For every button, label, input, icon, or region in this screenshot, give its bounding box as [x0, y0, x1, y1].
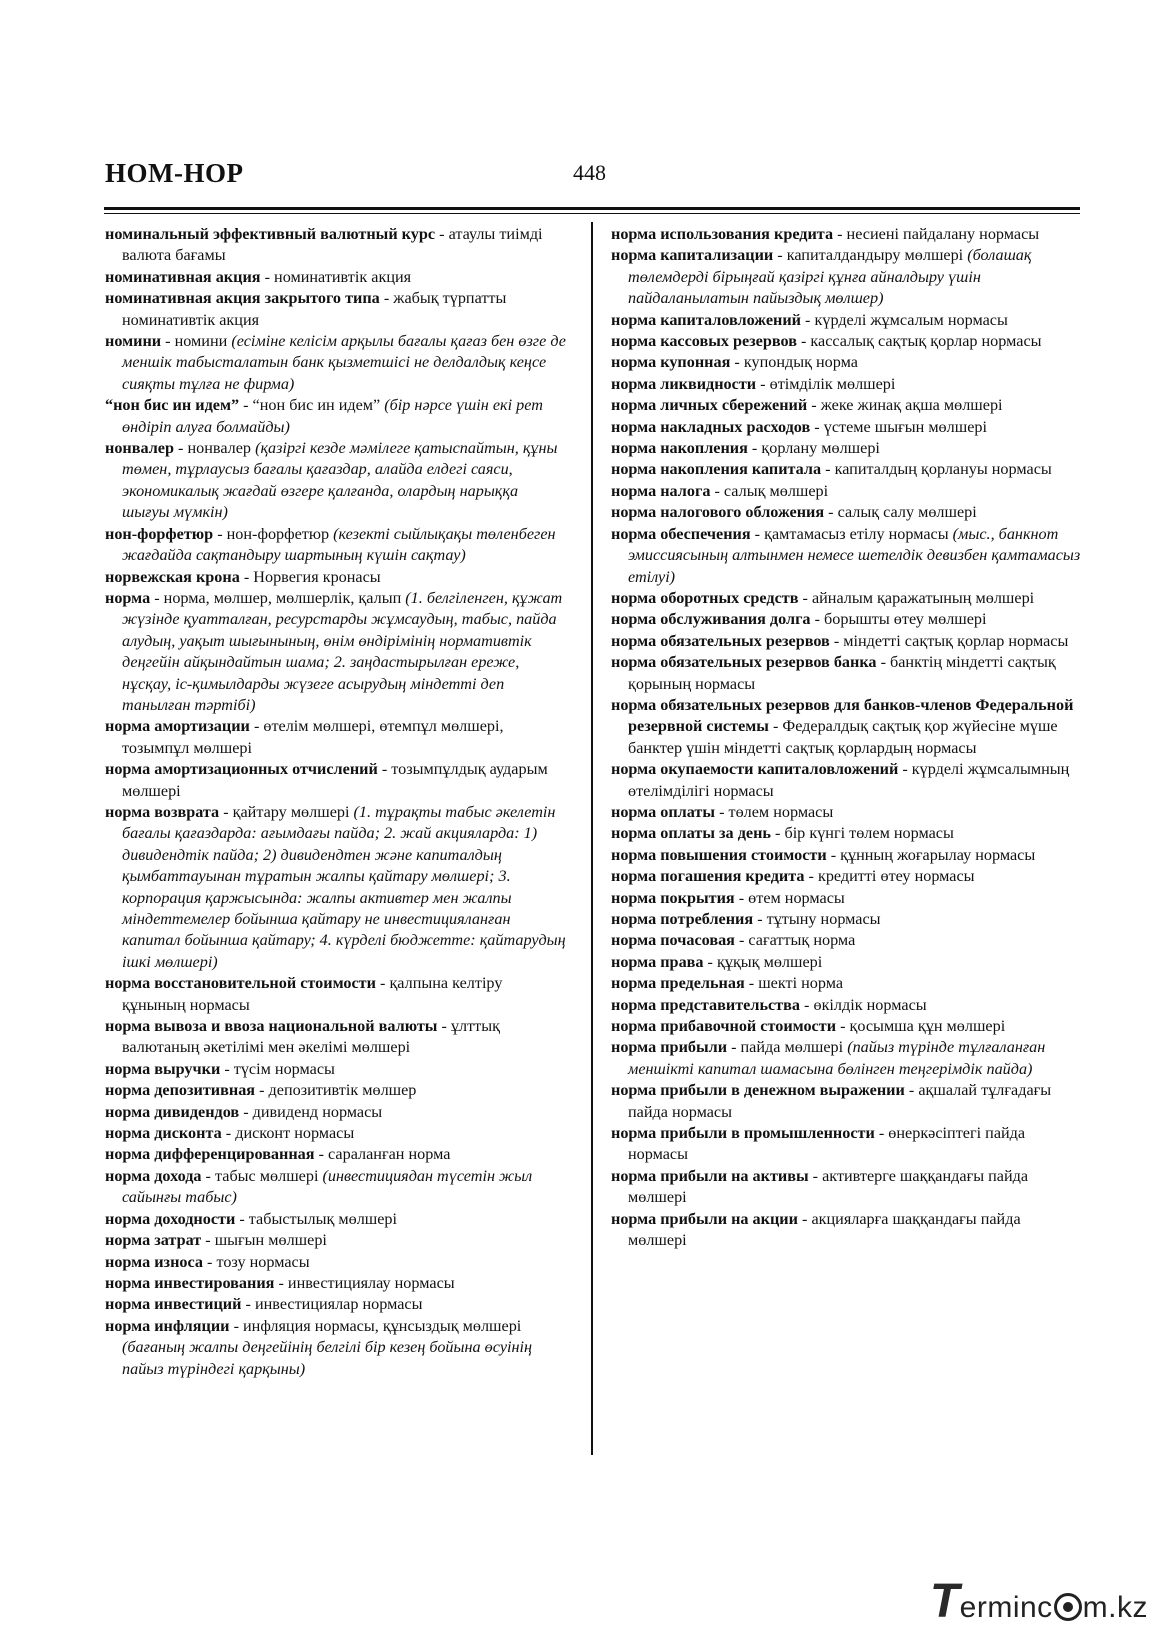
- page-number: 448: [573, 160, 606, 185]
- dictionary-entry: норма представительства - өкілдік нормасы: [611, 995, 927, 1014]
- dictionary-entry: норма оплаты за день - бір күнгі төлем нормасы: [611, 824, 954, 843]
- entry-translation: қайтару мөлшері: [232, 802, 350, 821]
- entry-term: норма дивидендов: [105, 1102, 240, 1121]
- entry-note: (1. тұрақты табыс әкелетін бағалы қағаздарда: ағымдағы пайда; 2. жай акцияларда: 1) дивидендтік пайда; 2) дивидендтен және капиталдың қымбаттауынан тұратын жалпы қайтару мөлшері; 3. корпорация қаржысында: жалпы активтер мен жалпы міндеттемелер бойынша қайтару не инвестицияланған капитал бойынша қайтару; 4. күрделі бюджетте: қайтарудың ішкі мөлшері): [122, 802, 566, 971]
- entry-term: норма износа: [105, 1252, 203, 1271]
- entry-translation: инвестициялар нормасы: [254, 1295, 423, 1314]
- entry-term: норма личных сбережений: [611, 396, 808, 415]
- dictionary-entry: номинативная акция - номинативтік акция: [105, 267, 412, 286]
- dictionary-entry: норма погашения кредита - кредитті өтеу нормасы: [611, 867, 975, 886]
- entry-term: норма потребления: [611, 910, 754, 928]
- entry-term: норма дисконта: [105, 1124, 222, 1143]
- entry-translation: пайда мөлшері: [740, 1038, 844, 1057]
- dictionary-entry: норма дифференцированная - сараланған норма: [105, 1145, 451, 1164]
- entry-translation: сағаттық норма: [748, 931, 856, 950]
- dictionary-entry: норма вывоза и ввоза национальной валюты - ұлттық валютаның әкетілімі мен әкелімі мөлшері: [105, 1017, 500, 1057]
- entry-term: норма предельная: [611, 974, 745, 993]
- entry-translation: айналым қаражатының мөлшері: [811, 588, 1035, 607]
- entry-translation: кредитті өтеу нормасы: [817, 867, 975, 886]
- entry-translation: номинативтік акция: [274, 267, 412, 286]
- dictionary-entry: норма прибыли в промышленности - өнеркәсіптегі пайда нормасы: [611, 1124, 1026, 1164]
- header-rule-thick: [104, 207, 1080, 210]
- entry-term: норма обслуживания долга: [611, 610, 811, 629]
- entry-translation: сараланған норма: [328, 1145, 451, 1164]
- dictionary-entry: норма накладных расходов - үстеме шығын мөлшері: [611, 417, 987, 436]
- entry-term: норма вывоза и ввоза национальной валюты: [105, 1017, 438, 1036]
- entry-term: норма инфляции: [105, 1316, 230, 1335]
- entry-translation: қамтамасыз етілу нормасы: [764, 524, 949, 543]
- dictionary-entry: норвежская крона - Норвегия кронасы: [105, 567, 381, 586]
- dictionary-entry: норма возврата - қайтару мөлшері (1. тұрақты табыс әкелетін бағалы қағаздарда: ағымдағы пайда; 2. жай акцияларда: 1) дивидендтік пайда; 2) дивидендтен және капиталдың қымбаттауынан тұратын жалпы қайтару мөлшері; 3. корпорация қаржысында: жалпы активтер мен жалпы міндеттемелер бойынша қайтару не инвестицияланған капитал бойынша қайтару; 4. күрделі бюджетте: қайтарудың ішкі мөлшері): [105, 802, 566, 971]
- dictionary-entry: норма амортизации - өтелім мөлшері, өтемпұл мөлшері, тозымпұл мөлшері: [105, 717, 504, 757]
- dictionary-entry: норма прибыли - пайда мөлшері (пайыз түрінде тұлғаланған меншікті капитал шамасына бөлінген теңгерімдік пайда): [611, 1038, 1046, 1078]
- entry-term: норма оплаты: [611, 802, 716, 821]
- entry-term: норма прибыли: [611, 1038, 728, 1057]
- header-rule-thin: [104, 213, 1080, 214]
- entry-translation: нонвалер: [187, 439, 252, 458]
- entry-term: норма права: [611, 952, 704, 971]
- entry-term: нон-форфетюр: [105, 524, 214, 543]
- dictionary-entry: норма оплаты - төлем нормасы: [611, 802, 834, 821]
- entry-term: норма обеспечения: [611, 524, 751, 543]
- entry-translation: банктің міндетті сақтық қорының нормасы: [628, 653, 1056, 693]
- entry-term: норма прибавочной стоимости: [611, 1017, 837, 1036]
- entry-translation: номини: [174, 332, 228, 351]
- entry-translation: табыс мөлшері: [214, 1166, 319, 1185]
- entry-translation: шығын мөлшері: [214, 1231, 327, 1250]
- entry-term: норма покрытия: [611, 888, 735, 907]
- dictionary-entry: норма права - құқық мөлшері: [611, 952, 823, 971]
- entry-translation: норма, мөлшер, мөлшерлік, қалып: [163, 588, 402, 607]
- dictionary-entry: норма - норма, мөлшер, мөлшерлік, қалып (1. белгіленген, құжат жүзінде қуатталған, ресурстарды жұмсаудың, табыс, пайда алудың, уақыт шығынының, өнім өндірімінің нормативтік деңгейін айқындайтын шама; 2. заңдастырылған ереже, нұсқау, іс-қимылдарды жүзеге асырудың міндетті деп танылған тәртібі): [105, 588, 563, 714]
- entry-term: норма инвестиций: [105, 1295, 242, 1314]
- entry-translation: салық мөлшері: [723, 481, 829, 500]
- entry-translation: құқық мөлшері: [716, 952, 823, 971]
- entry-translation: түсім нормасы: [233, 1059, 335, 1078]
- entry-translation: өтімділік мөлшері: [769, 374, 896, 393]
- entry-translation: капиталдандыру мөлшері: [786, 246, 964, 265]
- entry-translation: тұтыну нормасы: [766, 910, 881, 928]
- entry-translation: депозитивтік мөлшер: [268, 1081, 417, 1100]
- dictionary-entry: норма обязательных резервов - міндетті сақтық қорлар нормасы: [611, 631, 1069, 650]
- dictionary-entry: норма затрат - шығын мөлшері: [105, 1231, 327, 1250]
- entry-translation: жабық түрпатты номинативтік акция: [122, 289, 507, 329]
- dictionary-entry: норма дохода - табыс мөлшері (инвестициядан түсетін жыл сайынғы табыс): [105, 1166, 533, 1207]
- dictionary-entry: норма накопления капитала - капиталдың қорлануы нормасы: [611, 460, 1052, 479]
- entry-term: норма амортизации: [105, 717, 250, 736]
- entry-note: (болашақ төлемдерді бірыңғай қазіргі құнға айналдыру үшін пайдаланылатын пайыздық мөлшер): [628, 246, 1032, 308]
- entry-translation: қорлану мөлшері: [761, 439, 880, 458]
- dictionary-entry: норма обязательных резервов для банков-членов Федеральной резервной системы - Федералдық сақтық қор жүйесіне мүше банктер үшін міндетті сақтық қорлардың нормасы: [611, 695, 1074, 757]
- dictionary-entry: норма использования кредита - несиені пайдалану нормасы: [611, 225, 1040, 243]
- dictionary-entry: норма депозитивная - депозитивтік мөлшер: [105, 1081, 417, 1100]
- entry-translation: инвестициялау нормасы: [287, 1273, 455, 1292]
- entry-term: норма окупаемости капиталовложений: [611, 760, 899, 779]
- dictionary-entry: норма личных сбережений - жеке жинақ ақша мөлшері: [611, 396, 1003, 415]
- entry-term: норма выручки: [105, 1059, 221, 1078]
- dictionary-entry: норма налогового обложения - салық салу мөлшері: [611, 503, 977, 522]
- entry-term: норма оборотных средств: [611, 588, 799, 607]
- entry-term: норвежская крона: [105, 567, 240, 586]
- entry-translation: акцияларға шаққандағы пайда мөлшері: [628, 1209, 1021, 1250]
- dictionary-entry: норма доходности - табыстылық мөлшері: [105, 1209, 398, 1228]
- entry-term: норма затрат: [105, 1231, 202, 1250]
- entry-translation: қалпына келтіру құнының нормасы: [122, 974, 503, 1014]
- entry-translation: күрделі жұмсалымның өтелімділігі нормасы: [628, 760, 1070, 800]
- entry-translation: күрделі жұмсалым нормасы: [814, 310, 1008, 329]
- entry-translation: кассалық сақтық қорлар нормасы: [810, 332, 1042, 351]
- entry-term: норма оплаты за день: [611, 824, 771, 843]
- entry-term: норма налога: [611, 481, 711, 500]
- entry-note: (инвестициядан түсетін жыл сайынғы табыс): [122, 1166, 533, 1207]
- entry-term: норма прибыли в денежном выражении: [611, 1081, 905, 1100]
- entry-term: норма кассовых резервов: [611, 332, 797, 351]
- entry-term: норма накопления: [611, 439, 748, 458]
- dictionary-entry: норма накопления - қорлану мөлшері: [611, 439, 880, 458]
- entry-translation: активтерге шаққандағы пайда мөлшері: [628, 1166, 1029, 1207]
- dictionary-entry: норма окупаемости капиталовложений - күрделі жұмсалымның өтелімділігі нормасы: [611, 760, 1070, 800]
- dictionary-entry: норма ликвидности - өтімділік мөлшері: [611, 374, 896, 393]
- entry-term: номинативная акция закрытого типа: [105, 289, 380, 308]
- entry-translation: табыстылық мөлшері: [248, 1209, 398, 1228]
- entry-translation: атаулы тиімді валюта бағамы: [122, 225, 543, 265]
- entry-term: норма депозитивная: [105, 1081, 256, 1100]
- entry-translation: өкілдік нормасы: [813, 995, 927, 1014]
- dictionary-entry: норма купонная - купондық норма: [611, 353, 858, 372]
- dictionary-entry: норма оборотных средств - айналым қаражатының мөлшері: [611, 588, 1035, 607]
- entry-translation: жеке жинақ ақша мөлшері: [820, 396, 1003, 415]
- entry-term: норма капитализации: [611, 246, 774, 265]
- dictionary-entry: норма прибыли на акции - акцияларға шаққандағы пайда мөлшері: [611, 1209, 1021, 1250]
- entry-translation: инфляция нормасы, құнсыздық мөлшері: [243, 1316, 522, 1335]
- termincom-logo: Terminc m.kz: [929, 1575, 1148, 1628]
- entry-term: норма амортизационных отчислений: [105, 760, 378, 779]
- entry-translation: дисконт нормасы: [235, 1124, 355, 1143]
- entry-translation: өнеркәсіптегі пайда нормасы: [628, 1124, 1026, 1164]
- entry-term: норма возврата: [105, 802, 220, 821]
- entry-translation: құнның жоғарылау нормасы: [840, 845, 1036, 864]
- dictionary-entry: норма капитализации - капиталдандыру мөлшері (болашақ төлемдерді бірыңғай қазіргі құнға айналдыру үшін пайдаланылатын пайыздық мөлшер): [611, 246, 1032, 308]
- entry-term: норма прибыли в промышленности: [611, 1124, 875, 1143]
- dictionary-entry: норма предельная - шекті норма: [611, 974, 844, 993]
- dictionary-entry: норма выручки - түсім нормасы: [105, 1059, 335, 1078]
- dictionary-entry: норма амортизационных отчислений - тозымпұлдық аударым мөлшері: [105, 760, 548, 800]
- entry-translation: міндетті сақтық қорлар нормасы: [843, 631, 1069, 650]
- column-divider: [591, 222, 593, 1455]
- entry-note: (1. белгіленген, құжат жүзінде қуатталған, ресурстарды жұмсаудың, табыс, пайда алудың, уақыт шығынының, өнім өндірімінің нормативтік деңгейін айқындайтын шама; 2. заңдастырылған ереже, нұсқау, іс-қимылдарды жүзеге асырудың міндетті деп танылған тәртібі): [122, 588, 563, 714]
- entry-translation: ұлттық валютаның әкетілімі мен әкелімі мөлшері: [122, 1017, 500, 1057]
- entry-translation: борышты өтеу мөлшері: [824, 610, 987, 629]
- dictionary-entry: норма износа - тозу нормасы: [105, 1252, 310, 1271]
- dictionary-entry: норма кассовых резервов - кассалық сақтық қорлар нормасы: [611, 332, 1042, 351]
- dictionary-entry: норма инвестиций - инвестициялар нормасы: [105, 1295, 423, 1314]
- entry-translation: ақшалай тұлғадағы пайда нормасы: [628, 1081, 1052, 1121]
- entry-note: (мыс., банкнот эмиссиясының алтынмен немесе шетелдік девизбен қамтамасыз етілуі): [628, 524, 1081, 586]
- entry-translation: тозымпұлдық аударым мөлшері: [122, 760, 548, 800]
- entry-term: норма дифференцированная: [105, 1145, 315, 1164]
- dictionary-entry: норма покрытия - өтем нормасы: [611, 888, 845, 907]
- entry-term: норма дохода: [105, 1166, 202, 1185]
- header-range: НОМ-НОР: [105, 158, 244, 188]
- dictionary-entry: норма почасовая - сағаттық норма: [611, 931, 856, 950]
- entry-term: норма накопления капитала: [611, 460, 822, 479]
- dictionary-entry: норма потребления - тұтыну нормасы: [611, 910, 881, 928]
- entry-term: норма повышения стоимости: [611, 845, 827, 864]
- dictionary-entry: нонвалер - нонвалер (қазіргі кезде мәмілеге қатыспайтын, құны төмен, тұрлаусыз бағалы қағаздар, алайда елдегі саяси, экономикалық жағдай өзгере қалғанда, олардың нарыққа шығуы мүмкін): [105, 439, 558, 522]
- entry-translation: төлем нормасы: [728, 802, 834, 821]
- dictionary-entry: норма прибыли на активы - активтерге шаққандағы пайда мөлшері: [611, 1166, 1029, 1207]
- entry-term: норма налогового обложения: [611, 503, 825, 522]
- dictionary-entry: норма инвестирования - инвестициялау нормасы: [105, 1273, 455, 1292]
- entry-term: номинальный эффективный валютный курс: [105, 225, 436, 243]
- entry-term: норма купонная: [611, 353, 731, 372]
- entry-term: норма доходности: [105, 1209, 236, 1228]
- entry-note: (кезекті сыйлықақы төленбеген жағдайда сақтандыру шартының күшін сақтау): [122, 524, 556, 565]
- entry-term: норма: [105, 588, 151, 607]
- entry-translation: “нон бис ин идем”: [252, 396, 381, 415]
- entry-translation: дивиденд нормасы: [252, 1102, 383, 1121]
- entry-note: (пайыз түрінде тұлғаланған меншікті капитал шамасына бөлінген теңгерімдік пайда): [628, 1038, 1046, 1078]
- entry-term: норма прибыли на акции: [611, 1209, 798, 1228]
- entry-term: норма восстановительной стоимости: [105, 974, 376, 993]
- entry-term: норма использования кредита: [611, 225, 834, 243]
- entry-translation: өтелім мөлшері, өтемпұл мөлшері, тозымпұл мөлшері: [122, 717, 504, 757]
- left-column: [105, 224, 567, 1380]
- entry-term: “нон бис ин идем”: [105, 396, 240, 415]
- entry-translation: капиталдың қорлануы нормасы: [834, 460, 1052, 479]
- entry-term: норма обязательных резервов банка: [611, 653, 877, 672]
- entry-translation: нон-форфетюр: [226, 524, 330, 543]
- entry-note: (бағаның жалпы деңгейінің белгілі бір кезең бойына өсуінің пайыз түріндегі қарқыны): [122, 1338, 533, 1378]
- entry-term: норма прибыли на активы: [611, 1166, 809, 1185]
- dictionary-entry: норма налога - салық мөлшері: [611, 481, 829, 500]
- entry-translation: несиені пайдалану нормасы: [846, 225, 1040, 243]
- entry-term: норма инвестирования: [105, 1273, 275, 1292]
- entry-translation: салық салу мөлшері: [837, 503, 977, 522]
- entry-term: норма почасовая: [611, 931, 735, 950]
- dictionary-entry: норма прибавочной стоимости - қосымша құн мөлшері: [611, 1017, 1006, 1036]
- dictionary-entry: норма обеспечения - қамтамасыз етілу нормасы (мыс., банкнот эмиссиясының алтынмен немесе шетелдік девизбен қамтамасыз етілуі): [611, 524, 1081, 586]
- entry-term: норма накладных расходов: [611, 417, 811, 436]
- dictionary-entry: норма прибыли в денежном выражении - ақшалай тұлғадағы пайда нормасы: [611, 1081, 1052, 1121]
- entry-note: (қазіргі кезде мәмілеге қатыспайтын, құны төмен, тұрлаусыз бағалы қағаздар, алайда елдегі саяси, экономикалық жағдай өзгере қалғанда, олардың нарыққа шығуы мүмкін): [122, 439, 558, 522]
- entry-term: нонвалер: [105, 439, 174, 458]
- entry-translation: өтем нормасы: [748, 888, 845, 907]
- dictionary-entry: номини - номини (есіміне келісім арқылы бағалы қағаз бен өзге де меншік табысталатын банк қызметшісі не делдалдық кеңсе сияқты тұлға не фирма): [105, 332, 566, 393]
- entry-translation: тозу нормасы: [216, 1252, 310, 1271]
- entry-term: норма обязательных резервов: [611, 631, 830, 650]
- entry-note: (бір нәрсе үшін екі рет өндіріп алуға болмайды): [122, 396, 543, 436]
- entry-translation: шекті норма: [758, 974, 844, 993]
- dictionary-entry: “нон бис ин идем” - “нон бис ин идем” (бір нәрсе үшін екі рет өндіріп алуға болмайды): [105, 396, 543, 436]
- entry-translation: бір күнгі төлем нормасы: [784, 824, 954, 843]
- dictionary-entry: номинальный эффективный валютный курс - атаулы тиімді валюта бағамы: [105, 225, 543, 265]
- dictionary-entry: номинативная акция закрытого типа - жабық түрпатты номинативтік акция: [105, 289, 507, 329]
- dictionary-entry: норма повышения стоимости - құнның жоғарылау нормасы: [611, 845, 1036, 864]
- dictionary-entry: норма дисконта - дисконт нормасы: [105, 1124, 355, 1143]
- entry-translation: үстеме шығын мөлшері: [823, 417, 987, 436]
- entry-term: норма погашения кредита: [611, 867, 805, 886]
- dictionary-entry: норма обслуживания долга - борышты өтеу мөлшері: [611, 610, 987, 629]
- dictionary-entry: нон-форфетюр - нон-форфетюр (кезекті сыйлықақы төленбеген жағдайда сақтандыру шартының күшін сақтау): [105, 524, 556, 565]
- entry-term: номини: [105, 332, 162, 351]
- dictionary-entry: норма дивидендов - дивиденд нормасы: [105, 1102, 383, 1121]
- entry-translation: купондық норма: [743, 353, 858, 372]
- dictionary-entry: норма капиталовложений - күрделі жұмсалым нормасы: [611, 310, 1008, 329]
- entry-term: норма обязательных резервов для банков-членов Федеральной резервной системы: [611, 695, 1074, 736]
- dictionary-entry: норма обязательных резервов банка - банктің міндетті сақтық қорының нормасы: [611, 653, 1056, 693]
- entry-translation: қосымша құн мөлшері: [849, 1017, 1006, 1036]
- dictionary-entry: норма восстановительной стоимости - қалпына келтіру құнының нормасы: [105, 974, 503, 1014]
- dictionary-entry: норма инфляции - инфляция нормасы, құнсыздық мөлшері (бағаның жалпы деңгейінің белгілі бір кезең бойына өсуінің пайыз түріндегі қарқыны): [105, 1316, 533, 1378]
- right-column: [611, 224, 1083, 1252]
- entry-translation: Норвегия кронасы: [253, 567, 381, 586]
- entry-term: номинативная акция: [105, 267, 261, 286]
- entry-term: норма представительства: [611, 995, 800, 1014]
- entry-term: норма капиталовложений: [611, 310, 801, 329]
- entry-note: (есіміне келісім арқылы бағалы қағаз бен өзге де меншік табысталатын банк қызметшісі не делдалдық кеңсе сияқты тұлға не фирма): [122, 332, 566, 393]
- entry-translation: Федералдық сақтық қор жүйесіне мүше банктер үшін міндетті сақтық қорлардың нормасы: [628, 717, 1058, 757]
- entry-term: норма ликвидности: [611, 374, 757, 393]
